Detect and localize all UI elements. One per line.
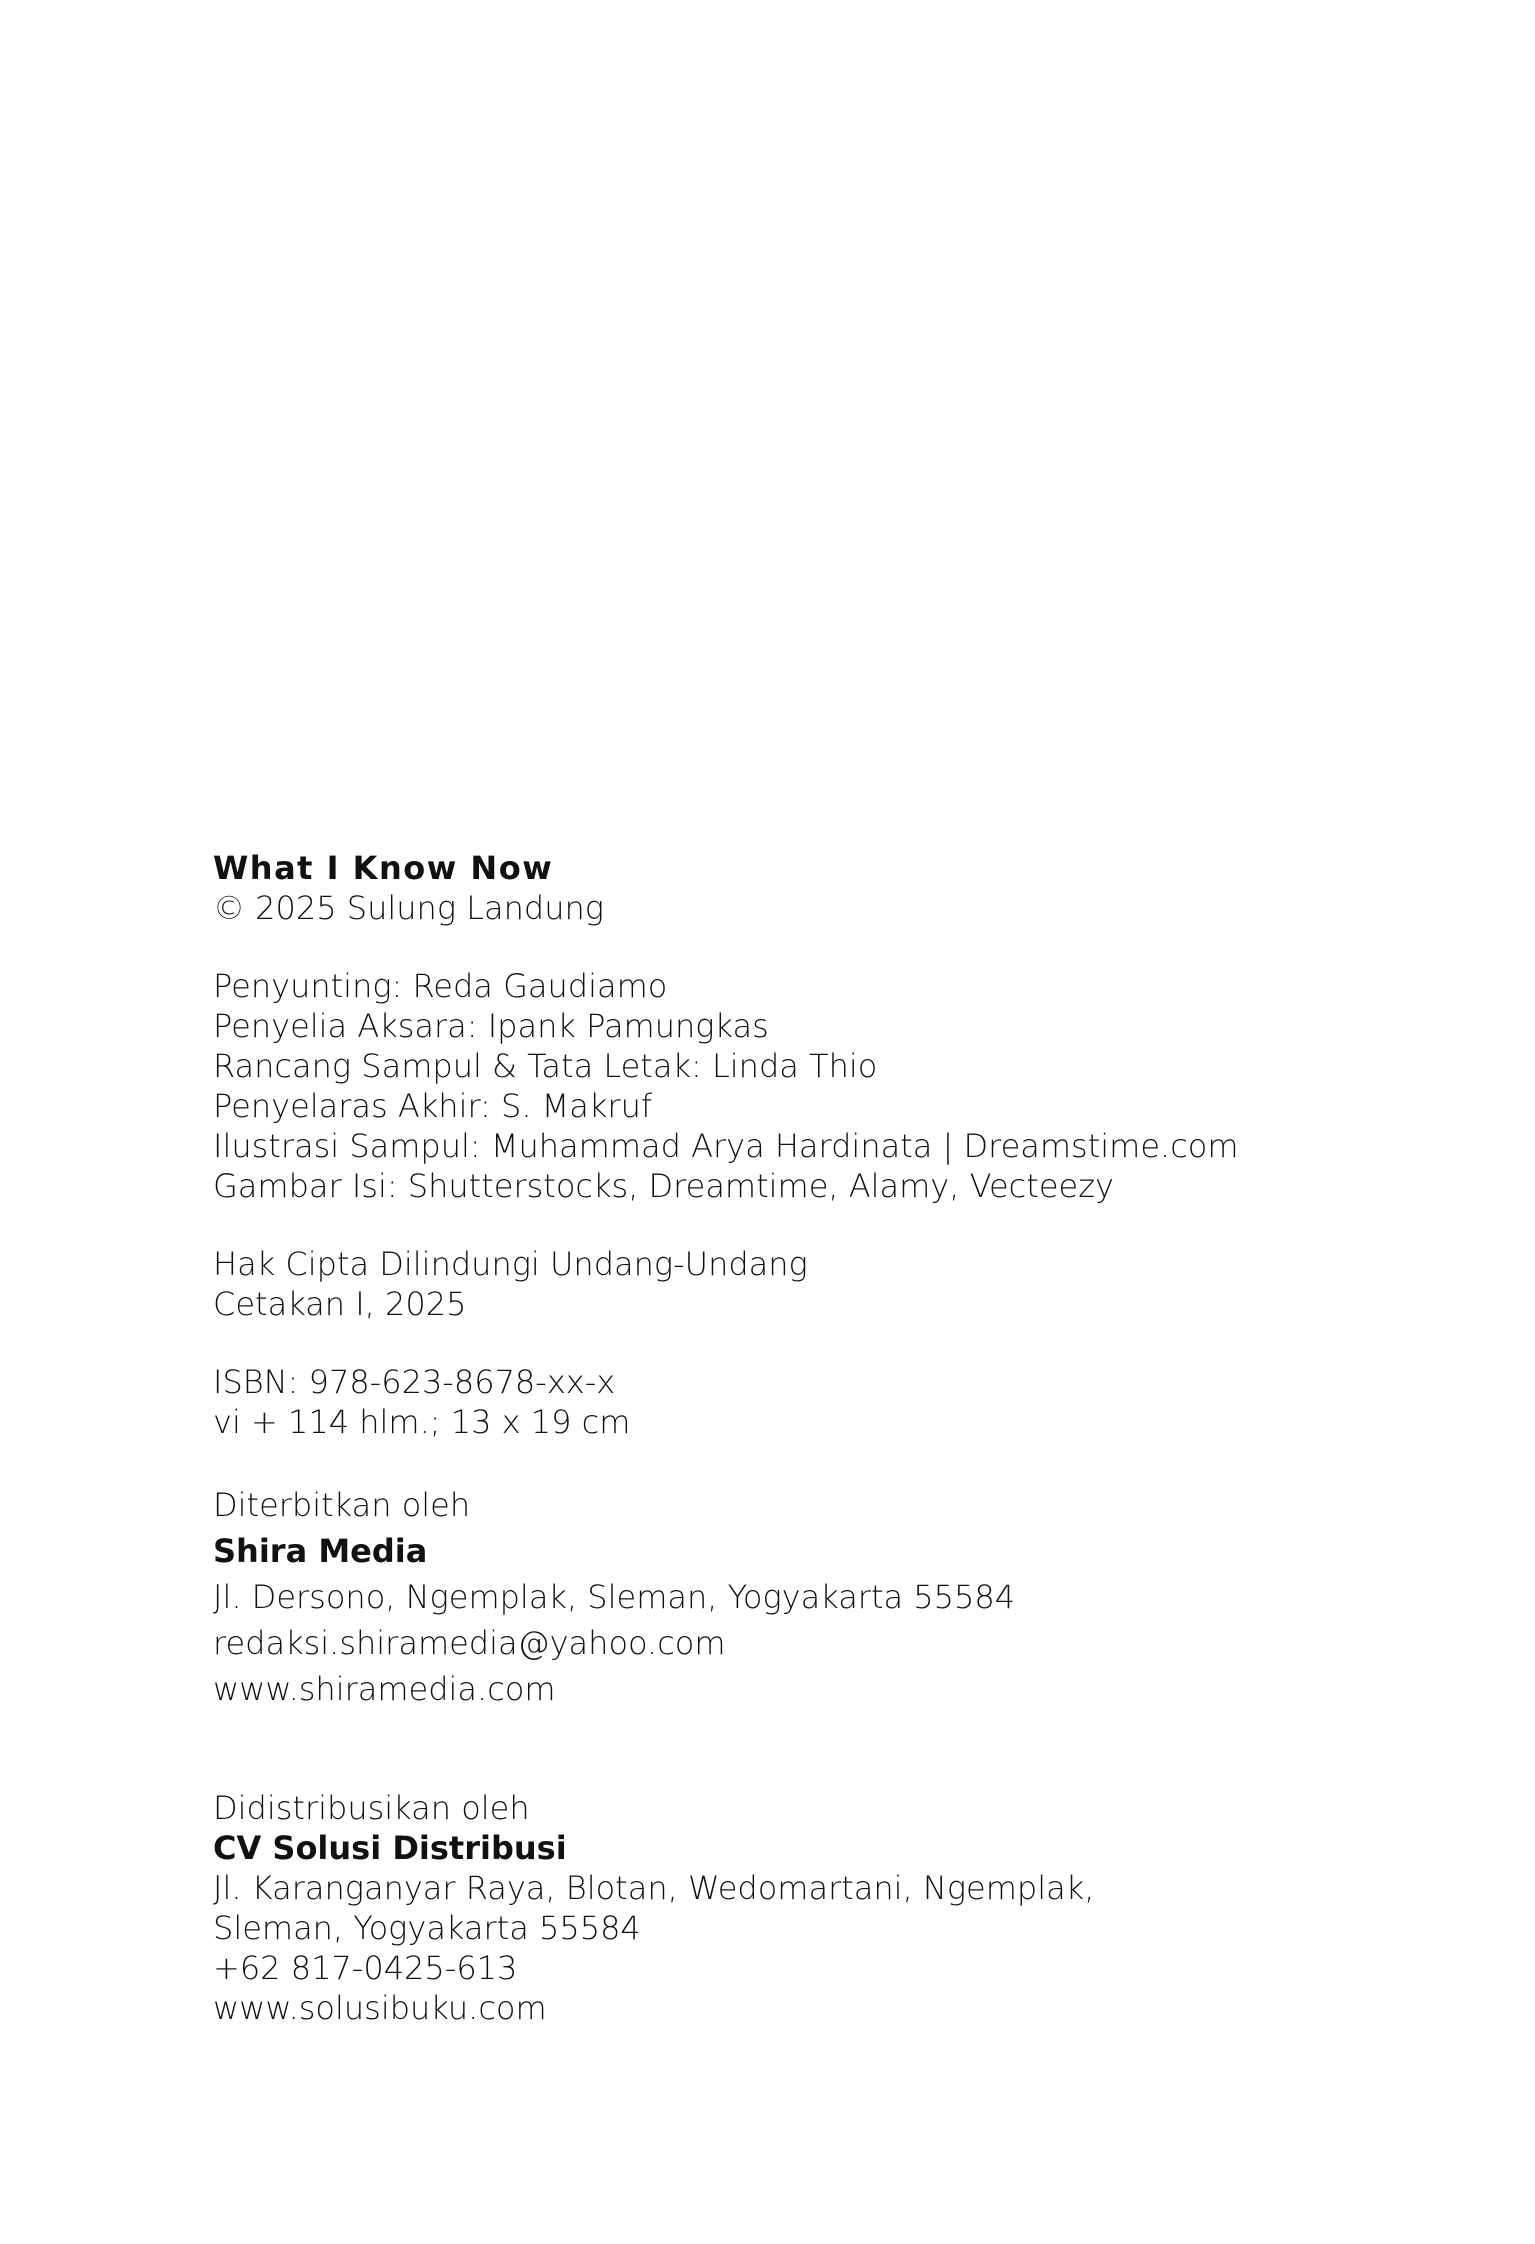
distributor-name: CV Solusi Distribusi xyxy=(213,1829,567,1867)
publisher-address: Jl. Dersono, Ngemplak, Sleman, Yogyakarta 55584 xyxy=(213,1578,1016,1616)
distributor-block xyxy=(213,1788,1413,2028)
credit-editor: Penyunting: Reda Gaudiamo xyxy=(213,967,668,1005)
spacer xyxy=(213,1442,1413,1482)
edition-line: Cetakan I, 2025 xyxy=(213,1285,467,1323)
spacer xyxy=(213,1324,1413,1362)
book-title: What I Know Now xyxy=(213,849,554,887)
credit-proofreader: Penyelia Aksara: Ipank Pamungkas xyxy=(213,1007,769,1045)
spacer xyxy=(213,1206,1413,1244)
colophon-block xyxy=(213,848,1413,2028)
publisher-intro: Diterbitkan oleh xyxy=(213,1486,471,1524)
copyright-line: © 2025 Sulung Landung xyxy=(213,889,604,927)
spacer xyxy=(213,928,1413,966)
pages-size-line: vi + 114 hlm.; 13 x 19 cm xyxy=(213,1403,631,1441)
credit-cover-layout: Rancang Sampul & Tata Letak: Linda Thio xyxy=(213,1047,878,1085)
credit-cover-illustration: Ilustrasi Sampul: Muhammad Arya Hardinata | Dreamstime.com xyxy=(213,1127,1239,1165)
isbn-line: ISBN: 978-623-8678-xx-x xyxy=(213,1363,616,1401)
distributor-address-line2: Sleman, Yogyakarta 55584 xyxy=(213,1909,641,1947)
credit-final-reviewer: Penyelaras Akhir: S. Makruf xyxy=(213,1087,653,1125)
publisher-name: Shira Media xyxy=(213,1532,428,1570)
credits-list xyxy=(213,966,1413,1206)
publisher-email: redaksi.shiramedia@yahoo.com xyxy=(213,1624,726,1662)
credit-interior-images: Gambar Isi: Shutterstocks, Dreamtime, Alamy, Vecteezy xyxy=(213,1167,1114,1205)
distributor-website: www.solusibuku.com xyxy=(213,1989,547,2027)
publisher-block xyxy=(213,1482,1413,1712)
distributor-intro: Didistribusikan oleh xyxy=(213,1789,530,1827)
distributor-address-line1: Jl. Karanganyar Raya, Blotan, Wedomartani, Ngemplak, xyxy=(213,1869,1095,1907)
spacer xyxy=(213,1712,1413,1788)
publisher-website: www.shiramedia.com xyxy=(213,1670,556,1708)
rights-notice: Hak Cipta Dilindungi Undang-Undang xyxy=(213,1245,808,1283)
distributor-phone: +62 817-0425-613 xyxy=(213,1949,518,1987)
